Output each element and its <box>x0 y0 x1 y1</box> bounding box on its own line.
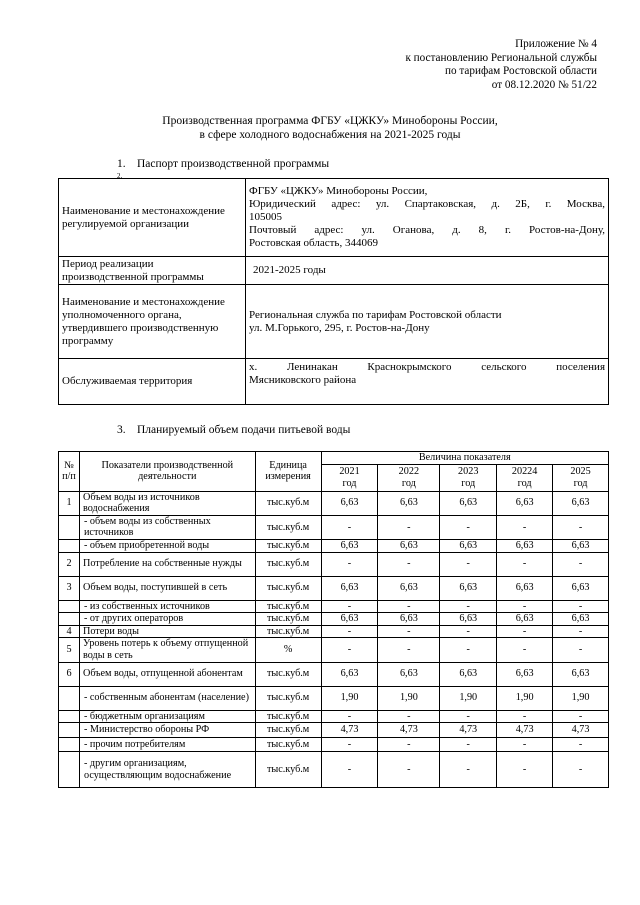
unit-cell: тыс.куб.м <box>255 723 321 738</box>
title-line: в сфере холодного водоснабжения на 2021-2025 годы <box>199 129 461 141</box>
value-cell: - <box>497 738 553 752</box>
value-cell: 1,90 <box>553 686 609 710</box>
value-cell: 6,63 <box>497 576 553 600</box>
row-number-cell <box>59 613 80 626</box>
passport-value-line: Юридический адрес: ул. Спартаковская, д. 2Б, г. Москва, <box>249 198 605 210</box>
value-cell: 6,63 <box>378 613 440 626</box>
indicator-cell: - бюджетным организациям <box>79 710 255 723</box>
volume-table-body <box>59 491 609 788</box>
value-cell: - <box>378 600 440 613</box>
volume-table <box>58 451 609 788</box>
table-row <box>59 710 609 723</box>
row-number-cell <box>59 600 80 613</box>
passport-value <box>246 285 609 359</box>
year-suffix: год <box>573 477 588 489</box>
unit-cell: тыс.куб.м <box>255 576 321 600</box>
value-cell: - <box>497 710 553 723</box>
value-cell: - <box>321 710 378 723</box>
indicator-cell: - объем воды из собственных источников <box>79 515 255 539</box>
row-number-cell: 5 <box>59 638 80 662</box>
table-row <box>59 686 609 710</box>
value-cell: 4,73 <box>553 723 609 738</box>
value-cell: 6,63 <box>440 613 497 626</box>
section-1-heading <box>117 158 329 170</box>
value-cell: 4,73 <box>321 723 378 738</box>
year-suffix: год <box>401 477 416 489</box>
value-cell: 6,63 <box>321 491 378 515</box>
indicator-cell: Потери воды <box>79 625 255 638</box>
table-row <box>59 552 609 576</box>
indicator-cell: Уровень потерь к объему отпущенной воды в сеть <box>79 638 255 662</box>
passport-value-line: 2021-2025 годы <box>253 264 326 276</box>
value-cell: 6,63 <box>497 539 553 552</box>
value-cell: 6,63 <box>321 576 378 600</box>
value-cell: - <box>497 515 553 539</box>
appendix-line: от 08.12.2020 № 51/22 <box>491 78 597 91</box>
section-title: Паспорт производственной программы <box>137 158 330 170</box>
passport-label: Период реализации производственной программы <box>59 257 246 285</box>
section-title: Планируемый объем подачи питьевой воды <box>137 424 351 436</box>
indicator-cell: - от других операторов <box>79 613 255 626</box>
value-cell: - <box>321 625 378 638</box>
value-cell: - <box>497 638 553 662</box>
value-cell: - <box>321 752 378 788</box>
value-cell: 1,90 <box>321 686 378 710</box>
value-cell: 6,63 <box>440 539 497 552</box>
value-cell: 6,63 <box>378 662 440 686</box>
passport-table <box>58 178 609 405</box>
row-number-cell: 4 <box>59 625 80 638</box>
value-cell: - <box>378 710 440 723</box>
year-suffix: год <box>517 477 532 489</box>
unit-cell: тыс.куб.м <box>255 625 321 638</box>
value-cell: 1,90 <box>440 686 497 710</box>
indicator-cell: - Министерство обороны РФ <box>79 723 255 738</box>
table-row <box>59 515 609 539</box>
value-cell: - <box>497 600 553 613</box>
unit-cell: тыс.куб.м <box>255 686 321 710</box>
value-cell: - <box>553 625 609 638</box>
value-cell: 6,63 <box>553 662 609 686</box>
passport-label: Обслуживаемая территория <box>59 359 246 405</box>
appendix-line: Приложение № 4 <box>515 38 597 50</box>
header-cell-year <box>497 464 553 491</box>
passport-value-line: ул. М.Горького, 295, г. Ростов-на-Дону <box>249 321 430 334</box>
passport-value-line: х. Ленинакан Краснокрымского сельского поселения <box>249 361 605 373</box>
value-cell: 1,90 <box>378 686 440 710</box>
value-cell: - <box>321 738 378 752</box>
header-row <box>59 452 609 465</box>
value-cell: - <box>553 738 609 752</box>
value-cell: - <box>440 552 497 576</box>
unit-cell: % <box>255 638 321 662</box>
value-cell: - <box>553 752 609 788</box>
value-cell: 6,63 <box>440 491 497 515</box>
header-cell-value: Величина показателя <box>321 452 608 465</box>
unit-cell: тыс.куб.м <box>255 552 321 576</box>
passport-value-line: Ростовская область, 344069 <box>249 237 378 249</box>
value-cell: 6,63 <box>553 613 609 626</box>
passport-label: Наименование и местонахождение регулируемой организации <box>59 179 246 257</box>
passport-row <box>59 359 609 405</box>
value-cell: - <box>378 625 440 638</box>
value-cell: 6,63 <box>553 491 609 515</box>
unit-cell: тыс.куб.м <box>255 613 321 626</box>
value-cell: - <box>553 552 609 576</box>
section-number: 1. <box>117 158 126 170</box>
passport-value <box>246 179 609 257</box>
value-cell: 6,63 <box>497 613 553 626</box>
row-number-cell <box>59 515 80 539</box>
table-row <box>59 600 609 613</box>
value-cell: - <box>321 638 378 662</box>
header-cell-num: № п/п <box>59 452 80 492</box>
row-number-cell <box>59 752 80 788</box>
value-cell: - <box>553 638 609 662</box>
header-cell-indicator: Показатели производственной деятельности <box>79 452 255 492</box>
appendix-line: по тарифам Ростовской области <box>445 65 597 77</box>
table-row <box>59 539 609 552</box>
value-cell: 6,63 <box>497 662 553 686</box>
row-number-cell: 6 <box>59 662 80 686</box>
passport-value <box>246 359 609 405</box>
header-cell-year <box>440 464 497 491</box>
value-cell: - <box>440 625 497 638</box>
indicator-cell: Потребление на собственные нужды <box>79 552 255 576</box>
unit-cell: тыс.куб.м <box>255 752 321 788</box>
year-label: 2025 <box>570 466 591 477</box>
value-cell: - <box>440 710 497 723</box>
value-cell: - <box>378 638 440 662</box>
indicator-cell: - объем приобретенной воды <box>79 539 255 552</box>
value-cell: - <box>378 552 440 576</box>
value-cell: - <box>440 738 497 752</box>
value-cell: 6,63 <box>497 491 553 515</box>
indicator-cell: - собственным абонентам (население) <box>79 686 255 710</box>
value-cell: - <box>440 638 497 662</box>
year-label: 20224 <box>511 466 538 477</box>
value-cell: - <box>497 625 553 638</box>
document-title <box>60 114 600 142</box>
passport-value-line: ФГБУ «ЦЖКУ» Минобороны России, <box>249 185 428 197</box>
value-cell: 6,63 <box>378 491 440 515</box>
row-number-cell <box>59 738 80 752</box>
unit-cell: тыс.куб.м <box>255 662 321 686</box>
passport-row <box>59 257 609 285</box>
header-cell-year <box>321 464 378 491</box>
table-row <box>59 625 609 638</box>
indicator-cell: Объем воды, отпущенной абонентам <box>79 662 255 686</box>
row-number-cell: 3 <box>59 576 80 600</box>
table-row <box>59 613 609 626</box>
value-cell: 4,73 <box>497 723 553 738</box>
header-cell-year <box>553 464 609 491</box>
indicator-cell: - из собственных источников <box>79 600 255 613</box>
value-cell: - <box>440 752 497 788</box>
value-cell: - <box>553 710 609 723</box>
table-row <box>59 738 609 752</box>
value-cell: - <box>321 600 378 613</box>
section-3-heading <box>117 424 350 436</box>
value-cell: 6,63 <box>440 662 497 686</box>
value-cell: 6,63 <box>378 576 440 600</box>
title-line: Производственная программа ФГБУ «ЦЖКУ» Минобороны России, <box>162 115 498 127</box>
indicator-cell: - другим организациям, осуществляющим водоснабжение <box>79 752 255 788</box>
unit-cell: тыс.куб.м <box>255 539 321 552</box>
unit-cell: тыс.куб.м <box>255 491 321 515</box>
row-number-cell: 2 <box>59 552 80 576</box>
indicator-cell: Объем воды из источников водоснабжения <box>79 491 255 515</box>
value-cell: - <box>553 600 609 613</box>
row-number-cell <box>59 723 80 738</box>
year-suffix: год <box>342 477 357 489</box>
value-cell: 6,63 <box>553 576 609 600</box>
value-cell: 1,90 <box>497 686 553 710</box>
value-cell: - <box>440 600 497 613</box>
section-number: 3. <box>117 424 126 436</box>
value-cell: 6,63 <box>321 662 378 686</box>
value-cell: - <box>378 515 440 539</box>
unit-cell: тыс.куб.м <box>255 710 321 723</box>
passport-value-line: Почтовый адрес: ул. Оганова, д. 8, г. Ростов-на-Дону, <box>249 224 605 236</box>
indicator-cell: - прочим потребителям <box>79 738 255 752</box>
stray-number: 2. <box>117 172 123 180</box>
table-row <box>59 638 609 662</box>
value-cell: - <box>321 515 378 539</box>
value-cell: - <box>378 738 440 752</box>
row-number-cell <box>59 710 80 723</box>
passport-value-line: Мясниковского района <box>249 374 357 386</box>
passport-value-line: Региональная служба по тарифам Ростовской области <box>249 308 502 321</box>
value-cell: - <box>378 752 440 788</box>
unit-cell: тыс.куб.м <box>255 600 321 613</box>
value-cell: 6,63 <box>321 613 378 626</box>
table-row <box>59 752 609 788</box>
value-cell: 6,63 <box>553 539 609 552</box>
appendix-header <box>405 38 597 92</box>
year-label: 2022 <box>398 466 420 477</box>
table-row <box>59 491 609 515</box>
unit-cell: тыс.куб.м <box>255 515 321 539</box>
appendix-line: к постановлению Региональной службы <box>405 51 597 64</box>
value-cell: 4,73 <box>440 723 497 738</box>
indicator-cell: Объем воды, поступившей в сеть <box>79 576 255 600</box>
value-cell: 4,73 <box>378 723 440 738</box>
value-cell: 6,63 <box>378 539 440 552</box>
passport-value-line: 105005 <box>249 211 282 223</box>
passport-value <box>246 257 609 285</box>
value-cell: - <box>440 515 497 539</box>
header-cell-year <box>378 464 440 491</box>
passport-row <box>59 179 609 257</box>
year-suffix: год <box>461 477 476 489</box>
year-label: 2023 <box>458 466 479 477</box>
header-cell-unit: Единица измерения <box>255 452 321 492</box>
table-row <box>59 662 609 686</box>
value-cell: - <box>497 752 553 788</box>
table-row <box>59 576 609 600</box>
unit-cell: тыс.куб.м <box>255 738 321 752</box>
value-cell: - <box>553 515 609 539</box>
value-cell: 6,63 <box>321 539 378 552</box>
value-cell: - <box>321 552 378 576</box>
passport-label: Наименование и местонахождение уполномоченного органа, утвердившего производственную программу <box>59 285 246 359</box>
row-number-cell <box>59 686 80 710</box>
year-label: 2021 <box>339 466 360 477</box>
value-cell: 6,63 <box>440 576 497 600</box>
value-cell: - <box>497 552 553 576</box>
row-number-cell: 1 <box>59 491 80 515</box>
passport-row <box>59 285 609 359</box>
row-number-cell <box>59 539 80 552</box>
table-row <box>59 723 609 738</box>
